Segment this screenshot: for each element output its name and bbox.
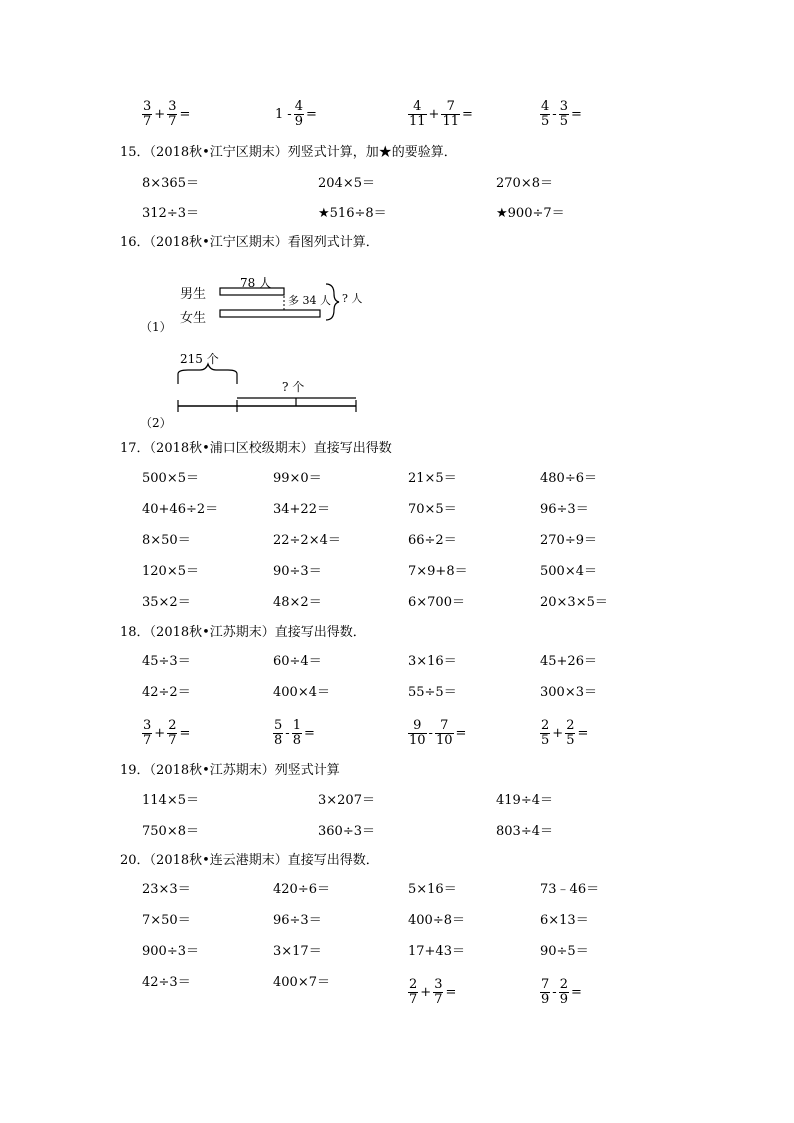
expression: 66÷2＝ [408, 533, 457, 548]
expression: 480÷6＝ [540, 471, 597, 486]
part-2-index: （2） [140, 416, 172, 430]
fraction-expression: $\frac{2}{5}$ + $\frac{2}{5}$ = [541, 717, 589, 748]
fraction-expression: $\frac{3}{7}$ + $\frac{2}{7}$ = [143, 717, 191, 748]
expression: 270×8＝ [496, 176, 553, 191]
expression: 900÷3＝ [142, 944, 199, 959]
expression: 40+46÷2＝ [142, 502, 219, 517]
expression: 419÷4＝ [496, 793, 553, 808]
question-18-title: 18．（2018秋•江苏期末）直接写出得数． [120, 625, 366, 640]
expression: 21×5＝ [408, 471, 457, 486]
expression: 3×16＝ [408, 654, 457, 669]
expression: 17+43＝ [408, 944, 465, 959]
part-1-index: （1） [140, 320, 172, 334]
question-17-title: 17．（2018秋•浦口区校级期末）直接写出得数 [120, 441, 392, 456]
expression: 7×50＝ [142, 913, 191, 928]
question-16-title: 16．（2018秋•江宁区期末）看图列式计算． [120, 235, 379, 250]
expression: 90÷3＝ [273, 564, 322, 579]
expression: 48×2＝ [273, 595, 322, 610]
expression: ★900÷7＝ [496, 206, 565, 221]
expression: 99×0＝ [273, 471, 322, 486]
fraction-expression: $\frac{4}{11}$ + $\frac{7}{11}$ = [409, 98, 473, 129]
bar-diagram-2 [140, 348, 380, 428]
expression: 750×8＝ [142, 824, 199, 839]
expression: 20×3×5＝ [540, 595, 608, 610]
fraction-expression: $\frac{2}{7}$ + $\frac{3}{7}$ = [409, 976, 457, 1007]
expression: 42÷3＝ [142, 975, 191, 990]
expression: 500×5＝ [142, 471, 199, 486]
fraction-expression: 1 - $\frac{4}{9}$ = [275, 98, 317, 129]
expression: 400×4＝ [273, 685, 330, 700]
expression: 8×365＝ [142, 176, 199, 191]
girls-label: 女生 [180, 311, 207, 326]
expression: 55÷5＝ [408, 685, 457, 700]
expression: 6×700＝ [408, 595, 465, 610]
q20-fraction-row [0, 975, 794, 1009]
expression: 45+26＝ [540, 654, 597, 669]
expression: 3×17＝ [273, 944, 322, 959]
expression: 96÷3＝ [540, 502, 589, 517]
q14-fraction-row [0, 97, 794, 131]
expression: 3×207＝ [318, 793, 375, 808]
expression: 420÷6＝ [273, 882, 330, 897]
expression: 90÷5＝ [540, 944, 589, 959]
question-19-title: 19．（2018秋•江苏期末）列竖式计算 [120, 763, 340, 778]
question-20-title: 20．（2018秋•连云港期末）直接写出得数． [120, 853, 379, 868]
expression: 35×2＝ [142, 595, 191, 610]
count-diagram [140, 348, 380, 428]
fraction-expression: $\frac{9}{10}$ - $\frac{7}{10}$ = [409, 717, 467, 748]
fraction-expression: $\frac{7}{9}$ - $\frac{2}{9}$ = [541, 976, 582, 1007]
left-count-label: 215 个 [180, 352, 219, 366]
boys-girls-diagram [140, 268, 380, 338]
expression: 96÷3＝ [273, 913, 322, 928]
expression: 500×4＝ [540, 564, 597, 579]
expression: 22÷2×4＝ [273, 533, 341, 548]
expression: 204×5＝ [318, 176, 375, 191]
expression: 6×13＝ [540, 913, 589, 928]
total-label: ? 人 [342, 292, 363, 305]
expression: 60÷4＝ [273, 654, 322, 669]
expression: 45÷3＝ [142, 654, 191, 669]
expression: 73﹣46＝ [540, 882, 600, 897]
question-15-title: 15．（2018秋•江宁区期末）列竖式计算，加★的要验算． [120, 145, 457, 160]
expression: 400÷8＝ [408, 913, 465, 928]
expression: 803÷4＝ [496, 824, 553, 839]
expression: 7×9+8＝ [408, 564, 468, 579]
expression: 300×3＝ [540, 685, 597, 700]
expression: 360÷3＝ [318, 824, 375, 839]
fraction-expression: $\frac{5}{8}$ - $\frac{1}{8}$ = [274, 717, 315, 748]
fraction-expression: $\frac{3}{7}$ + $\frac{3}{7}$ = [143, 98, 191, 129]
expression: 312÷3＝ [142, 206, 199, 221]
boys-label: 男生 [180, 287, 207, 302]
fraction-expression: $\frac{4}{5}$ - $\frac{3}{5}$ = [541, 98, 582, 129]
expression: 70×5＝ [408, 502, 457, 517]
more-label: 多 34 人 [288, 294, 331, 307]
bar-diagram-1 [140, 268, 380, 338]
expression: 8×50＝ [142, 533, 191, 548]
boys-count-label: 78 人 [240, 276, 272, 290]
expression: 400×7＝ [273, 975, 330, 990]
expression: 120×5＝ [142, 564, 199, 579]
q18-fraction-row [0, 716, 794, 750]
expression: ★516÷8＝ [318, 206, 387, 221]
expression: 270÷9＝ [540, 533, 597, 548]
expression: 23×3＝ [142, 882, 191, 897]
expression: 5×16＝ [408, 882, 457, 897]
expression: 34+22＝ [273, 502, 330, 517]
right-count-label: ? 个 [282, 380, 305, 394]
expression: 42÷2＝ [142, 685, 191, 700]
expression: 114×5＝ [142, 793, 199, 808]
